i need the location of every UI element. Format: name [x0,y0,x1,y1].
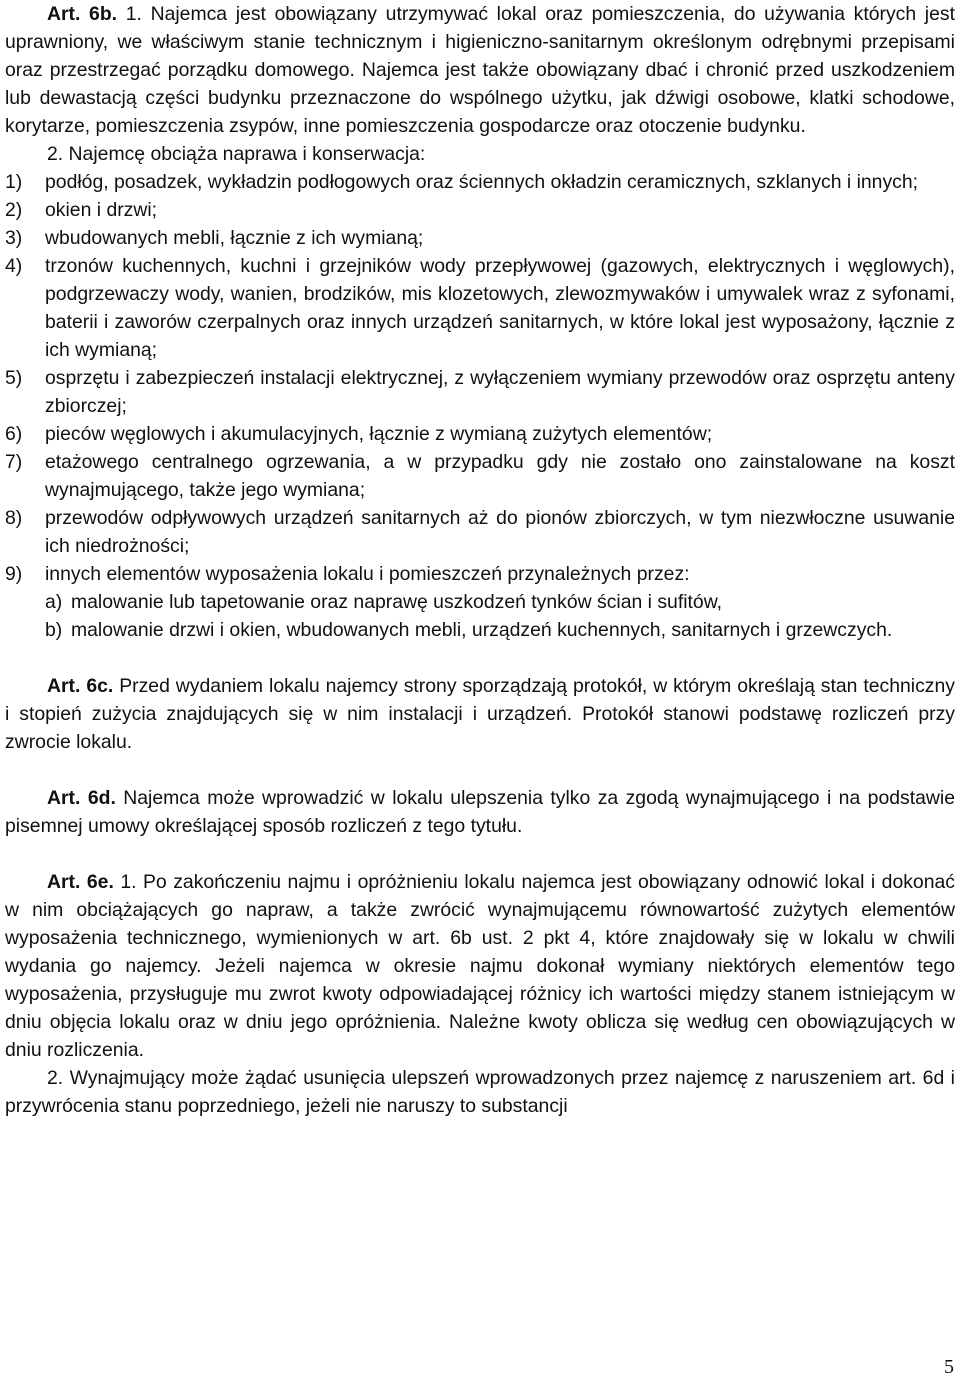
list-item-number: 9) [5,563,23,585]
list-item-number: 3) [5,227,23,249]
list-item [5,420,955,448]
sublist-item-letter: b) [45,619,63,641]
repair-sublist [5,588,955,644]
sublist-item [5,588,955,616]
art6b-heading: Art. 6b. [47,3,118,25]
list-item-text: trzonów kuchennych, kuchni i grzejników wody przepływowej (gazowych, elektrycznych i węglowych), podgrzewaczy wody, wanien, brodzików, mis klozetowych, zlewozmywaków i umywalek wraz z syfonami, baterii i zaworów czerpalnych oraz innych urządzeń sanitarnych, w które lokal jest wyposażony, łącznie z ich wymianą; [45,255,955,361]
sublist-item-text: malowanie lub tapetowanie oraz naprawę uszkodzeń tynków ścian i sufitów, [71,591,723,613]
list-item-number: 5) [5,367,23,389]
list-item-text: przewodów odpływowych urządzeń sanitarnych aż do pionów zbiorczych, w tym niezwłoczne usuwanie ich niedrożności; [45,507,955,557]
art6e-text-1: 1. Po zakończeniu najmu i opróżnieniu lokalu najemca jest obowiązany odnowić lokal i dokonać w nim obciążających go napraw, a także zwrócić wynajmującemu równowartość zużytych elementów wyposażenia technicznego, wymienionych w art. 6b ust. 2 pkt 4, które znajdowały się w lokalu w chwili wydania go najemcy. Jeżeli najemca w okresie najmu dokonał wymiany niektórych elementów tego wyposażenia, przysługuje mu zwrot kwoty odpowiadającej różnicy ich wartości między stanem istniejącym w dniu objęcia lokalu oraz w dniu jego opróżnienia. Należne kwoty oblicza się według cen obowiązujących w dniu rozliczenia. [5,871,955,1061]
list-item-number: 2) [5,199,23,221]
art6b-paragraph-2: 2. Najemcę obciąża naprawa i konserwacja: [47,143,426,165]
list-item [5,196,955,224]
art6e-paragraph-1 [5,868,955,1064]
sublist-item-letter: a) [45,591,63,613]
art6d-paragraph [5,784,955,840]
list-item [5,224,955,252]
list-item [5,168,955,196]
list-item-number: 6) [5,423,23,445]
art6d-heading: Art. 6d. [47,787,116,809]
list-item [5,560,955,588]
art6c-heading: Art. 6c. [47,675,114,697]
list-item [5,364,955,420]
list-item [5,252,955,364]
list-item-text: pieców węglowych i akumulacyjnych, łącznie z wymianą zużytych elementów; [45,423,713,445]
art6b-paragraph-1 [5,0,955,140]
art6d-text: Najemca może wprowadzić w lokalu ulepszenia tylko za zgodą wynajmującego i na podstawie pisemnej umowy określającej sposób rozliczeń z tego tytułu. [5,787,955,837]
art6e-heading: Art. 6e. [47,871,114,893]
repair-list [5,168,955,588]
list-item-number: 8) [5,507,23,529]
page-number: 5 [944,1356,954,1378]
art6e-paragraph-2: 2. Wynajmujący może żądać usunięcia ulepszeń wprowadzonych przez najemcę z naruszeniem art. 6d i przywrócenia stanu poprzedniego, jeżeli nie naruszy to substancji [5,1067,955,1117]
sublist-item-text: malowanie drzwi i okien, wbudowanych mebli, urządzeń kuchennych, sanitarnych i grzewczych. [71,619,893,641]
list-item-text: okien i drzwi; [45,199,158,221]
list-item [5,504,955,560]
list-item [5,448,955,504]
art6c-paragraph [5,672,955,756]
list-item-text: podłóg, posadzek, wykładzin podłogowych oraz ściennych okładzin ceramicznych, szklanych i innych; [45,171,919,193]
art6c-text: Przed wydaniem lokalu najemcy strony sporządzają protokół, w którym określają stan techniczny i stopień zużycia znajdujących się w nim instalacji i urządzeń. Protokół stanowi podstawę rozliczeń przy zwrocie lokalu. [5,675,955,753]
list-item-text: etażowego centralnego ogrzewania, a w przypadku gdy nie zostało ono zainstalowane na koszt wynajmującego, także jego wymiana; [45,451,955,501]
art6b-text-1: 1. Najemca jest obowiązany utrzymywać lokal oraz pomieszczenia, do używania których jest uprawniony, we właściwym stanie technicznym i higieniczno-sanitarnym określonym odrębnymi przepisami oraz przestrzegać porządku domowego. Najemca jest także obowiązany dbać i chronić przed uszkodzeniem lub dewastacją części budynku przeznaczone do wspólnego użytku, jak dźwigi osobowe, klatki schodowe, korytarze, pomieszczenia zsypów, inne pomieszczenia gospodarcze oraz otoczenie budynku. [5,3,955,137]
sublist-item [5,616,955,644]
list-item-text: wbudowanych mebli, łącznie z ich wymianą; [45,227,424,249]
document-page [5,0,955,1120]
list-item-text: osprzętu i zabezpieczeń instalacji elektrycznej, z wyłączeniem wymiany przewodów oraz osprzętu anteny zbiorczej; [45,367,955,417]
list-item-text: innych elementów wyposażenia lokalu i pomieszczeń przynależnych przez: [45,563,690,585]
list-item-number: 4) [5,255,23,277]
list-item-number: 1) [5,171,23,193]
list-item-number: 7) [5,451,23,473]
